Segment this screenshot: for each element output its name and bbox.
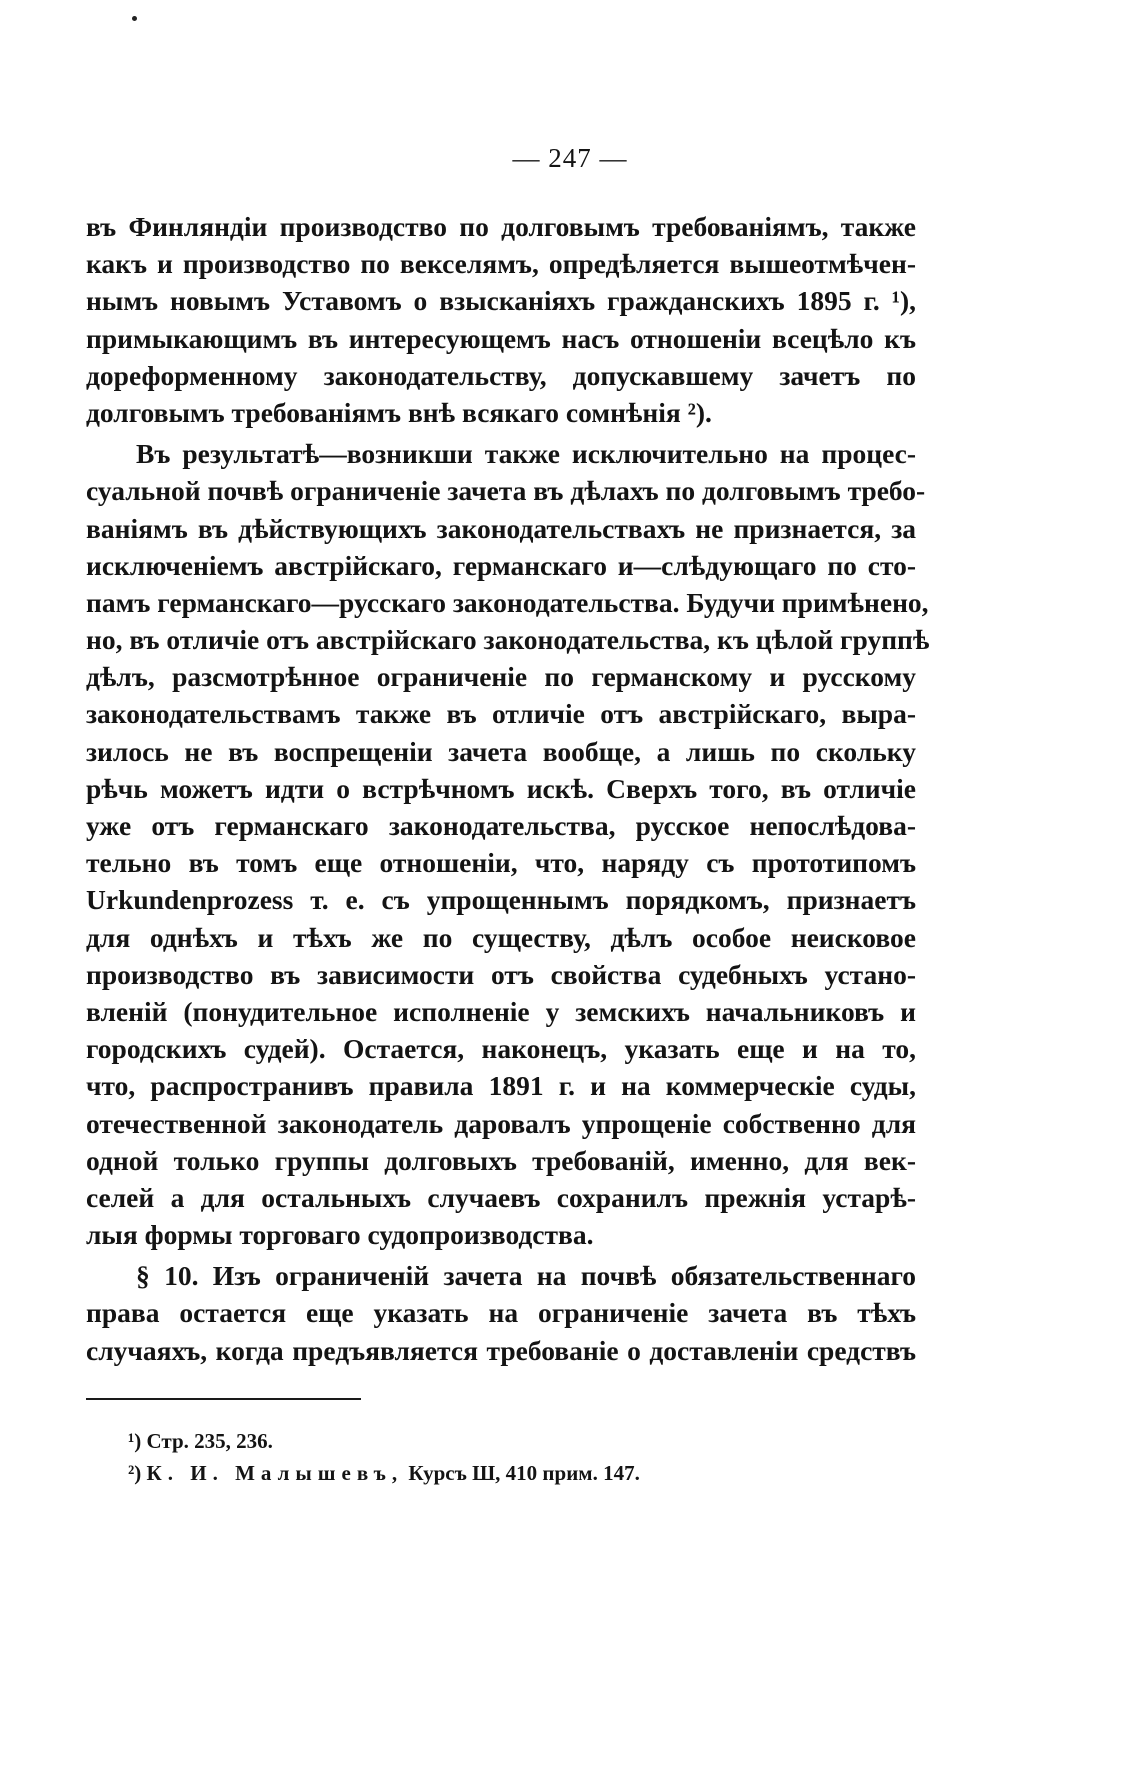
text-line: случаяхъ, когда предъявляется требованіе о доставленіи средствъ — [86, 1334, 916, 1366]
footnote-mark: ²) — [128, 1461, 142, 1485]
footnote-text: Курсъ Ш, 410 прим. 147. — [408, 1461, 640, 1485]
text-line: одной только группы долговыхъ требованій, именно, для век- — [86, 1144, 916, 1176]
footnote-mark: ¹) — [128, 1429, 142, 1453]
print-speck — [132, 16, 137, 21]
text-line: Въ результатѣ—возникши также исключительно на процес- — [136, 438, 916, 470]
footnote-author: К. И. Малышевъ, — [146, 1461, 404, 1485]
text-line: нымъ новымъ Уставомъ о взысканіяхъ гражданскихъ 1895 г. ¹), — [86, 285, 916, 317]
text-line: исключеніемъ австрійскаго, германскаго и—слѣдующаго по сто- — [86, 549, 916, 581]
text-line: что, распространивъ правила 1891 г. и на коммерческіе суды, — [86, 1070, 916, 1102]
text-line: зилось не въ воспрещеніи зачета вообще, а лишь по скольку — [86, 735, 916, 767]
text-line: ваніямъ въ дѣйствующихъ законодательствахъ не признается, за — [86, 512, 916, 544]
text-line: примыкающимъ въ интересующемъ насъ отношеніи всецѣло къ — [86, 322, 916, 354]
text-line: производство въ зависимости отъ свойства судебныхъ устано- — [86, 958, 916, 990]
footnote-divider — [86, 1398, 361, 1400]
text-line: отечественной законодатель даровалъ упрощеніе собственно для — [86, 1107, 916, 1139]
text-line: законодательствамъ также въ отличіе отъ австрійскаго, выра- — [86, 698, 916, 730]
text-line: тельно въ томъ еще отношеніи, что, наряду съ прототипомъ — [86, 847, 916, 879]
text-line: лыя формы торговаго судопроизводства. — [86, 1219, 594, 1251]
footnote-text: Стр. 235, 236. — [146, 1429, 273, 1453]
text-line: селей а для остальныхъ случаевъ сохранилъ прежнія устарѣ- — [86, 1181, 916, 1213]
text-line: права остается еще указать на ограниченіе зачета въ тѣхъ — [86, 1297, 916, 1329]
text-line: уже отъ германскаго законодательства, русское непослѣдова- — [86, 810, 916, 841]
text-line: рѣчь можетъ идти о встрѣчномъ искѣ. Сверхъ того, въ отличіе — [86, 772, 916, 804]
text-line: дѣлъ, разсмотрѣнное ограниченіе по германскому и русскому — [86, 661, 916, 693]
text-line: но, въ отличіе отъ австрійскаго законодательства, къ цѣлой группѣ — [86, 624, 930, 656]
footnote-2 — [128, 1457, 640, 1489]
text-line: городскихъ судей). Остается, наконецъ, указать еще и на то, — [86, 1033, 916, 1065]
text-line: § 10. Изъ ограниченій зачета на почвѣ обязательственнаго — [136, 1260, 916, 1292]
text-line: памъ германскаго—русскаго законодательства. Будучи примѣнено, — [86, 586, 929, 618]
text-line: въ Финляндіи производство по долговымъ требованіямъ, также — [86, 211, 916, 242]
footnotes — [128, 1425, 640, 1489]
text-line: долговымъ требованіямъ внѣ всякаго сомнѣнія ²). — [86, 396, 712, 428]
text-line: дореформенному законодательству, допускавшему зачетъ по — [86, 359, 916, 391]
text-line: Urkundenprozess т. е. съ упрощеннымъ порядкомъ, признаетъ — [86, 884, 916, 916]
text-line: вленій (понудительное исполненіе у земскихъ начальниковъ и — [86, 995, 916, 1027]
text-line: для однѣхъ и тѣхъ же по существу, дѣлъ особое неисковое — [86, 921, 916, 953]
page-number: — 247 — — [512, 143, 628, 173]
footnote-1 — [128, 1425, 640, 1457]
body-text — [86, 208, 930, 1369]
text-line: суальной почвѣ ограниченіе зачета въ дѣлахъ по долговымъ требо- — [86, 475, 926, 507]
text-line: какъ и производство по векселямъ, опредѣляется вышеотмѣчен- — [86, 248, 916, 280]
